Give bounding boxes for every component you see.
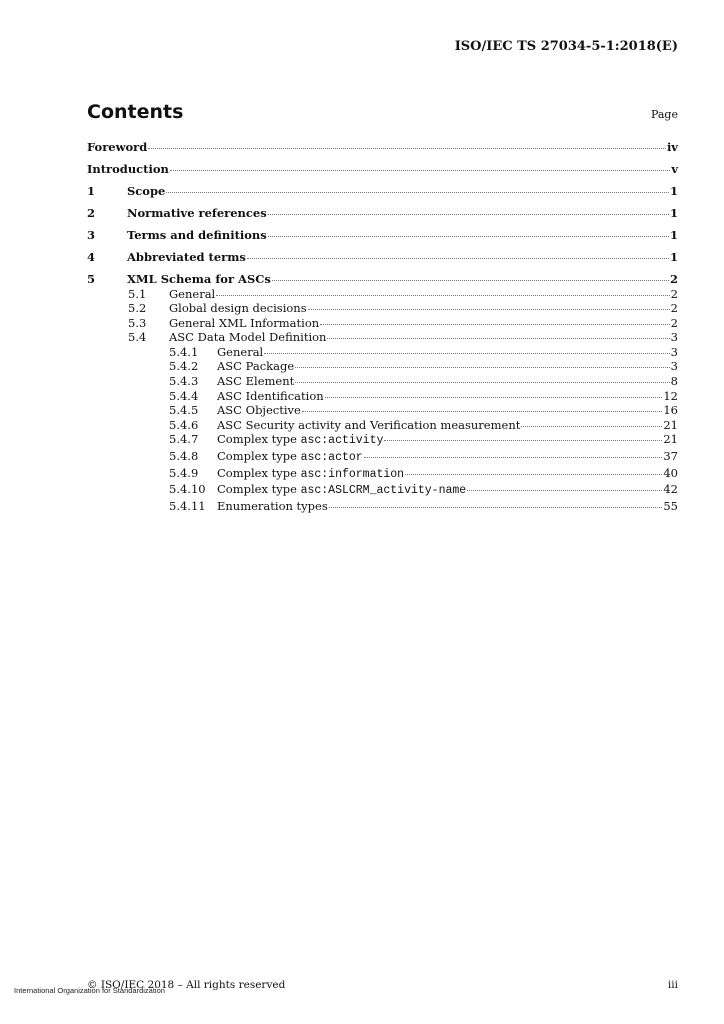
toc-entry-page: 21: [663, 417, 678, 432]
toc-entry-page: 16: [663, 403, 678, 418]
toc-entry-terms-and-definitions[interactable]: [87, 228, 678, 243]
toc-entry-5-4-1[interactable]: [87, 345, 678, 360]
toc-leader-dots: [364, 457, 663, 458]
toc-entry-number: 3: [87, 227, 96, 242]
toc-entry-number: 5: [87, 271, 96, 286]
toc-entry-title-code: asc:actor: [300, 451, 363, 465]
toc-leader-dots: [170, 170, 670, 171]
toc-entry-5-4-3[interactable]: [87, 374, 678, 389]
toc-entry-5-2[interactable]: [87, 301, 678, 316]
toc-entry-title: Normative references: [127, 205, 267, 220]
toc-entry-5-4-11[interactable]: [87, 499, 678, 514]
toc-entry-title: [217, 466, 404, 483]
toc-entry-page: 8: [670, 374, 678, 389]
toc-entry-title-prefix: Complex type: [217, 482, 301, 497]
toc-entry-title: ASC Objective: [217, 403, 301, 418]
toc-entry-title: General: [169, 286, 216, 301]
page-column-label: Page: [650, 108, 678, 121]
toc-leader-dots: [405, 474, 662, 475]
toc-entry-number: 5.4.1: [169, 344, 199, 359]
toc-entry-title: Foreword: [87, 140, 148, 154]
toc-entry-number: 5.4: [128, 330, 147, 345]
toc-leader-dots: [302, 411, 663, 412]
toc-entry-title-code: asc:ASLCRM_activity-name: [300, 484, 467, 498]
toc-entry-number: 1: [87, 183, 96, 198]
toc-entry-5-4-4[interactable]: [87, 389, 678, 404]
toc-leader-dots: [521, 426, 662, 427]
toc-entry-page: 1: [669, 227, 678, 242]
toc-entry-5-1[interactable]: [87, 287, 678, 302]
toc-entry-title-prefix: Complex type: [217, 432, 301, 447]
toc-entry-5-4[interactable]: [87, 330, 678, 345]
toc-entry-page: v: [671, 161, 678, 176]
toc-entry-5-4-2[interactable]: [87, 359, 678, 374]
toc-entry-number: 5.1: [128, 286, 147, 301]
toc-leader-dots: [320, 324, 670, 325]
toc-entry-introduction[interactable]: [87, 162, 678, 177]
toc-leader-dots: [327, 338, 669, 339]
toc-entry-page: 21: [663, 432, 678, 447]
toc-entry-title: ASC Data Model Definition: [169, 330, 327, 345]
toc-entry-5-4-7[interactable]: [87, 432, 678, 449]
toc-entry-page: 1: [669, 183, 678, 198]
toc-entry-title: Global design decisions: [169, 301, 307, 316]
toc-leader-dots: [264, 353, 669, 354]
toc-entry-number: 5.4.3: [169, 374, 199, 389]
toc-entry-title: Enumeration types: [217, 498, 328, 513]
toc-entry-page: 42: [663, 482, 678, 497]
toc-entry-5-3[interactable]: [87, 316, 678, 331]
toc-entry-number: 5.4.9: [169, 465, 199, 480]
toc-leader-dots: [384, 440, 662, 441]
contents-heading: Contents: [87, 101, 184, 123]
toc-leader-dots: [272, 280, 669, 281]
toc-entry-number: 5.4.7: [169, 432, 199, 447]
toc-entry-5-4-10[interactable]: [87, 482, 678, 499]
footer-copyright: © ISO/IEC 2018 – All rights reserved: [87, 979, 286, 991]
toc-entry-5-4-5[interactable]: [87, 403, 678, 418]
toc-entry-abbreviated-terms[interactable]: [87, 250, 678, 265]
toc-entry-page: 12: [663, 388, 678, 403]
toc-entry-title: ASC Element: [217, 374, 295, 389]
footer-page-number: iii: [667, 979, 678, 991]
toc-entry-5-4-6[interactable]: [87, 418, 678, 433]
toc-entry-title: ASC Security activity and Verification measurement: [217, 417, 521, 432]
toc-entry-title-prefix: Complex type: [217, 465, 301, 480]
toc-entry-page: 37: [663, 449, 678, 464]
toc-entry-page: 2: [670, 286, 678, 301]
toc-entry-title: [217, 482, 466, 499]
toc-entry-number: 5.4.2: [169, 359, 199, 374]
toc-entry-title: Introduction: [87, 161, 169, 176]
toc-entry-title: [217, 432, 383, 449]
toc-entry-number: 5.3: [128, 315, 147, 330]
toc-entry-number: 5.4.11: [169, 498, 206, 513]
toc-entry-xml-schema[interactable]: [87, 272, 678, 287]
toc-entry-title: Abbreviated terms: [127, 249, 246, 264]
toc-entry-5-4-8[interactable]: [87, 449, 678, 466]
toc-entry-page: 3: [670, 330, 678, 345]
document-id-header: ISO/IEC TS 27034-5-1:2018(E): [454, 39, 678, 54]
toc-leader-dots: [325, 397, 663, 398]
toc-entry-title: ASC Identification: [217, 388, 324, 403]
toc-entry-title: General XML Information: [169, 315, 320, 330]
toc-entry-number: 5.2: [128, 301, 147, 316]
toc-entry-page: 2: [670, 315, 678, 330]
toc-entry-title-code: asc:information: [300, 467, 405, 481]
toc-entry-number: 5.4.5: [169, 403, 199, 418]
toc-entry-page: 1: [669, 205, 678, 220]
table-of-contents: [87, 140, 678, 513]
toc-entry-page: 2: [670, 301, 678, 316]
toc-entry-5-4-9[interactable]: [87, 466, 678, 483]
toc-entry-number: 5.4.8: [169, 449, 199, 464]
toc-entry-number: 5.4.4: [169, 388, 199, 403]
toc-leader-dots: [166, 192, 669, 193]
toc-entry-foreword[interactable]: [87, 140, 678, 155]
toc-leader-dots: [268, 236, 669, 237]
toc-entry-page: 3: [670, 359, 678, 374]
toc-entry-title: XML Schema for ASCs: [127, 271, 271, 286]
toc-entry-page: iv: [666, 140, 678, 154]
toc-entry-normative-references[interactable]: [87, 206, 678, 221]
toc-leader-dots: [295, 382, 669, 383]
toc-leader-dots: [295, 367, 670, 368]
toc-leader-dots: [268, 214, 669, 215]
toc-entry-page: 40: [663, 465, 678, 480]
toc-entry-title: [217, 449, 363, 466]
toc-entry-title-code: asc:activity: [300, 434, 384, 448]
toc-entry-title: ASC Package: [217, 359, 295, 374]
toc-leader-dots: [148, 148, 666, 149]
toc-entry-number: 5.4.10: [169, 482, 206, 497]
toc-entry-number: 4: [87, 249, 96, 264]
toc-entry-title: Scope: [127, 183, 166, 198]
toc-entry-title-prefix: Complex type: [217, 449, 301, 464]
toc-leader-dots: [467, 490, 662, 491]
toc-leader-dots: [329, 507, 663, 508]
toc-leader-dots: [216, 295, 669, 296]
toc-entry-page: 2: [669, 271, 678, 286]
toc-entry-number: 5.4.6: [169, 417, 199, 432]
toc-leader-dots: [247, 258, 669, 259]
toc-entry-page: 1: [669, 249, 678, 264]
watermark-text: International Organization for Standardization: [14, 986, 165, 995]
toc-entry-title: General: [217, 344, 264, 359]
toc-entry-number: 2: [87, 205, 96, 220]
toc-entry-page: 3: [670, 344, 678, 359]
toc-entry-title: Terms and definitions: [127, 227, 267, 242]
toc-entry-scope[interactable]: [87, 184, 678, 199]
toc-entry-page: 55: [663, 498, 678, 513]
toc-leader-dots: [308, 309, 670, 310]
